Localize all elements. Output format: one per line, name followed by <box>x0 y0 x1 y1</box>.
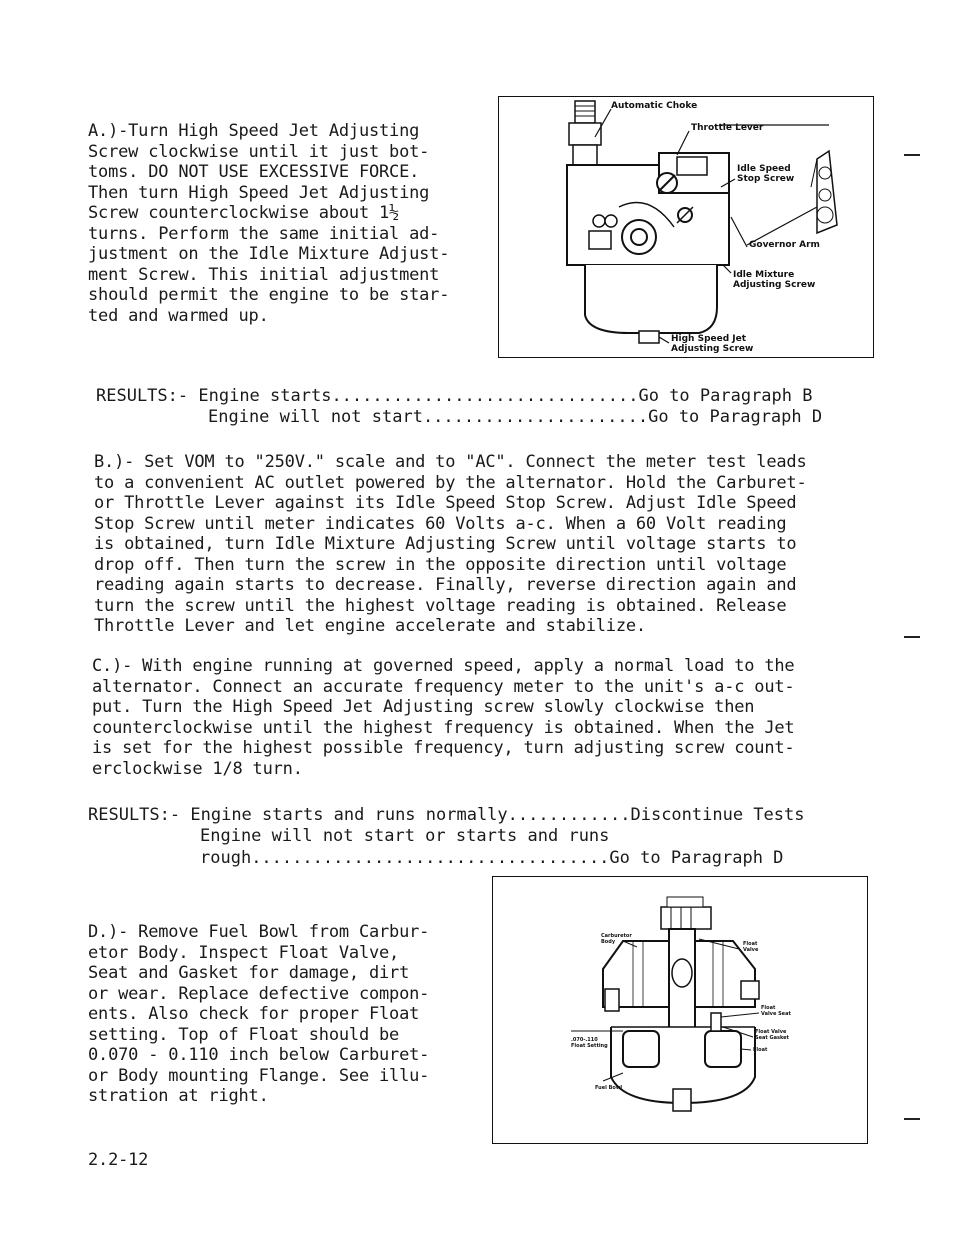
carburetor-adjustment-figure <box>498 96 874 358</box>
section-c-line: alternator. Connect an accurate frequency meter to the unit's a-c out- <box>92 676 795 697</box>
section-b-line: or Throttle Lever against its Idle Speed Stop Screw. Adjust Idle Speed <box>94 493 797 513</box>
section-c-line: erclockwise 1/8 turn. <box>92 758 303 779</box>
section-b-line: Throttle Lever and let engine accelerate and stabilize. <box>94 616 646 636</box>
section-a-line: Screw counterclockwise about 1½ <box>88 203 400 223</box>
section-b-line: B.)- Set VOM to "250V." scale and to "AC". Connect the meter test leads <box>94 452 807 472</box>
section-a-line: turns. Perform the same initial ad- <box>88 223 440 244</box>
results-2-row-2: Engine will not start or starts and runs <box>200 826 610 846</box>
results-1-row-2 <box>208 407 822 428</box>
section-b-line: to a convenient AC outlet powered by the alternator. Hold the Carburet- <box>94 472 807 493</box>
section-b-line: drop off. Then turn the screw in the opposite direction until voltage <box>94 554 787 575</box>
section-a-line: ment Screw. This initial adjustment <box>88 264 440 285</box>
section-d-line: or wear. Replace defective compon- <box>88 983 430 1004</box>
section-c-line: is set for the highest possible frequency, turn adjusting screw count- <box>92 738 795 758</box>
governor-arm-label: Governor Arm <box>749 240 820 250</box>
section-b-line: Stop Screw until meter indicates 60 Volts a-c. When a 60 Volt reading <box>94 513 787 534</box>
section-c-line: C.)- With engine running at governed speed, apply a normal load to the <box>92 656 795 676</box>
carburetor-drawing <box>499 97 873 357</box>
section-a-line: ted and warmed up. <box>88 305 269 326</box>
section-a-line: justment on the Idle Mixture Adjust- <box>88 244 450 264</box>
results-1-leader-1: .............................. <box>331 386 639 406</box>
section-d-line: or Body mounting Flange. See illu- <box>88 1065 430 1086</box>
results-2-action-1: Discontinue Tests <box>630 805 805 825</box>
results-2-leader-1: ............ <box>507 805 631 825</box>
results-2-row-1 <box>88 805 804 826</box>
section-c-line: put. Turn the High Speed Jet Adjusting screw slowly clockwise then <box>92 697 755 717</box>
section-d-line: stration at right. <box>88 1086 269 1106</box>
throttle-lever-label: Throttle Lever <box>691 123 764 133</box>
results-1-condition-1: Engine starts <box>198 386 332 406</box>
results-1-condition-2: Engine will not start <box>208 407 423 427</box>
float-valve-seat-label: Float Valve Seat <box>761 1005 791 1017</box>
section-b-line: reading again starts to decrease. Finally, reverse direction again and <box>94 575 797 595</box>
page-number: 2.2-12 <box>88 1150 149 1170</box>
results-2-condition-3: rough <box>200 848 252 868</box>
automatic-choke-label: Automatic Choke <box>611 101 698 111</box>
section-b-text <box>94 452 806 637</box>
results-2-leader-3: ................................... <box>251 848 610 868</box>
float-setting-figure <box>492 876 868 1144</box>
section-a-line: Screw clockwise until it just bot- <box>88 141 430 162</box>
float-setting-label: .070-.110 Float Setting <box>571 1037 608 1049</box>
carburetor-body-label: Carburetor Body <box>601 933 632 945</box>
section-a-line: toms. DO NOT USE EXCESSIVE FORCE. <box>88 162 420 182</box>
section-d-line: Seat and Gasket for damage, dirt <box>88 963 410 983</box>
margin-mark <box>904 1118 920 1120</box>
section-d-line: etor Body. Inspect Float Valve, <box>88 942 400 963</box>
results-2-action-3: Go to Paragraph D <box>609 848 784 868</box>
margin-mark <box>904 636 920 638</box>
results-1-row-1 <box>96 386 812 407</box>
section-b-line: is obtained, turn Idle Mixture Adjusting Screw until voltage starts to <box>94 534 797 554</box>
section-d-line: D.)- Remove Fuel Bowl from Carbur- <box>88 922 430 942</box>
results-1-action-2: Go to Paragraph D <box>648 407 823 427</box>
idle-speed-stop-screw-label: Idle Speed Stop Screw <box>737 164 795 184</box>
results-2-row-3 <box>200 848 783 869</box>
section-a-line: should permit the engine to be star- <box>88 285 450 305</box>
idle-mixture-adjusting-screw-label: Idle Mixture Adjusting Screw <box>733 270 816 290</box>
section-c-line: counterclockwise until the highest frequency is obtained. When the Jet <box>92 717 795 738</box>
section-c-text <box>92 656 794 779</box>
results-1-prefix: RESULTS:- <box>96 386 189 406</box>
section-d-line: ents. Also check for proper Float <box>88 1004 420 1024</box>
margin-mark <box>904 154 920 156</box>
float-label: Float <box>753 1047 768 1053</box>
results-1-action-1: Go to Paragraph B <box>638 386 813 406</box>
section-a-line: Then turn High Speed Jet Adjusting <box>88 182 430 203</box>
float-valve-seat-gasket-label: Float Valve Seat Gasket <box>755 1029 789 1041</box>
section-a-text <box>88 121 449 326</box>
float-bowl-drawing <box>493 877 867 1143</box>
results-2-condition-1: Engine starts and runs normally <box>190 805 508 825</box>
section-d-text <box>88 922 429 1107</box>
section-b-line: turn the screw until the highest voltage reading is obtained. Release <box>94 595 787 616</box>
fuel-bowl-label: Fuel Bowl <box>595 1085 623 1091</box>
float-valve-label: Float Valve <box>743 941 759 953</box>
results-1-leader-2: ...................... <box>422 407 649 427</box>
section-a-line: A.)-Turn High Speed Jet Adjusting <box>88 121 420 141</box>
high-speed-jet-adjusting-screw-label: High Speed Jet Adjusting Screw <box>671 334 754 354</box>
section-d-line: 0.070 - 0.110 inch below Carburet- <box>88 1045 430 1065</box>
section-d-line: setting. Top of Float should be <box>88 1024 400 1045</box>
results-2-prefix: RESULTS:- <box>88 805 181 825</box>
